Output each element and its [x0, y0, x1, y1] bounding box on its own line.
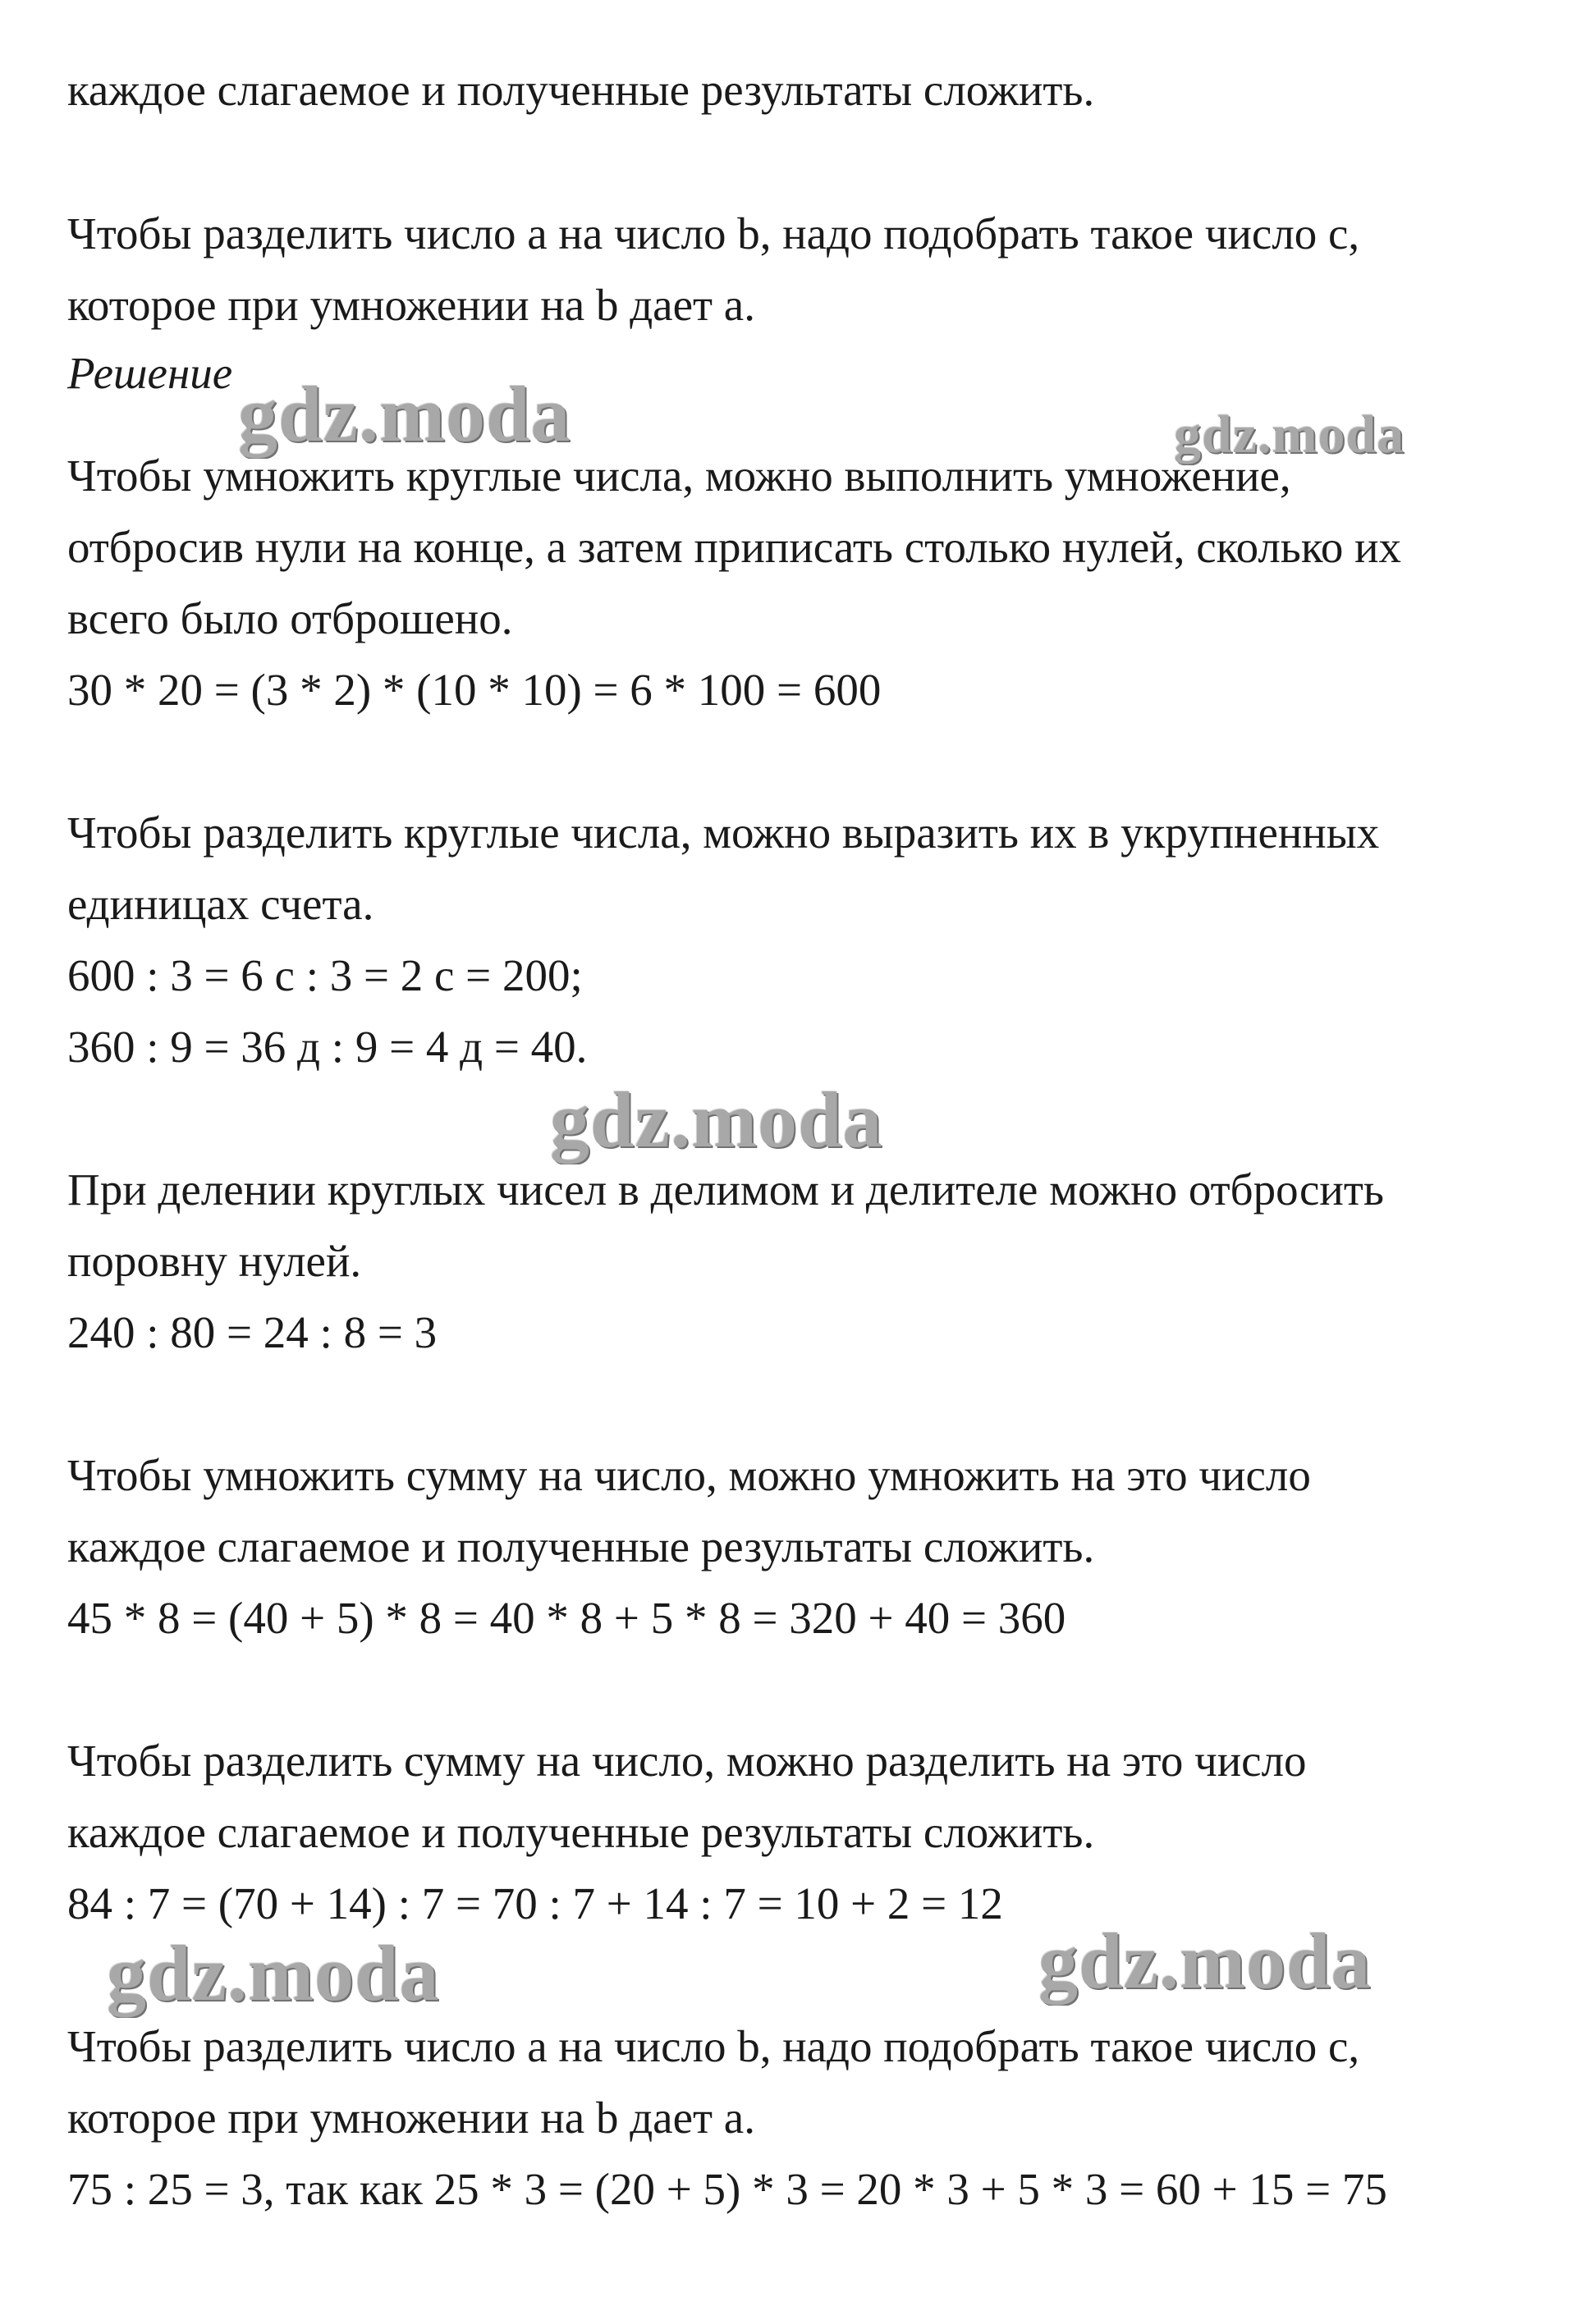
formula-line: 30 * 20 = (3 * 2) * (10 * 10) = 6 * 100 = 600 — [67, 665, 882, 715]
formula-line: 240 : 80 = 24 : 8 = 3 — [67, 1307, 438, 1357]
solution-heading: Решение — [67, 348, 233, 398]
formula-line: 75 : 25 = 3, так как 25 * 3 = (20 + 5) * 3 = 20 * 3 + 5 * 3 = 60 + 15 = 75 — [67, 2164, 1387, 2214]
text-line: Чтобы умножить круглые числа, можно выполнить умножение, — [67, 451, 1291, 501]
text-line: каждое слагаемое и полученные результаты сложить. — [67, 65, 1095, 115]
watermark: gdz.moda — [107, 1929, 440, 2017]
text-line: Чтобы разделить число a на число b, надо подобрать такое число c, — [67, 2021, 1360, 2071]
formula-line: 600 : 3 = 6 с : 3 = 2 с = 200; — [67, 950, 583, 1000]
text-line: Чтобы разделить число a на число b, надо подобрать такое число c, — [67, 208, 1360, 258]
watermark: gdz.moda — [238, 370, 571, 458]
watermark: gdz.moda — [1174, 405, 1405, 464]
text-line: Чтобы умножить сумму на число, можно умножить на это число — [67, 1450, 1311, 1500]
text-line: поровну нулей. — [67, 1236, 362, 1286]
formula-line: 84 : 7 = (70 + 14) : 7 = 70 : 7 + 14 : 7 = 10 + 2 = 12 — [67, 1878, 1003, 1928]
text-line: каждое слагаемое и полученные результаты сложить. — [67, 1521, 1095, 1571]
text-line: которое при умножении на b дает a. — [67, 280, 755, 330]
text-line: отбросив нули на конце, а затем приписать столько нулей, сколько их — [67, 522, 1401, 572]
text-line: Чтобы разделить круглые числа, можно выразить их в укрупненных — [67, 807, 1380, 858]
watermark: gdz.moda — [1038, 1917, 1372, 2005]
text-line: которое при умножении на b дает a. — [67, 2093, 755, 2143]
formula-line: 360 : 9 = 36 д : 9 = 4 д = 40. — [67, 1022, 588, 1072]
text-line: всего было отброшено. — [67, 593, 513, 643]
text-line: При делении круглых чисел в делимом и делителе можно отбросить — [67, 1164, 1384, 1215]
text-line: Чтобы разделить сумму на число, можно разделить на это число — [67, 1736, 1307, 1786]
formula-line: 45 * 8 = (40 + 5) * 8 = 40 * 8 + 5 * 8 = 320 + 40 = 360 — [67, 1593, 1066, 1643]
text-line: каждое слагаемое и полученные результаты сложить. — [67, 1807, 1095, 1857]
watermark: gdz.moda — [550, 1076, 883, 1164]
text-line: единицах счета. — [67, 879, 374, 929]
